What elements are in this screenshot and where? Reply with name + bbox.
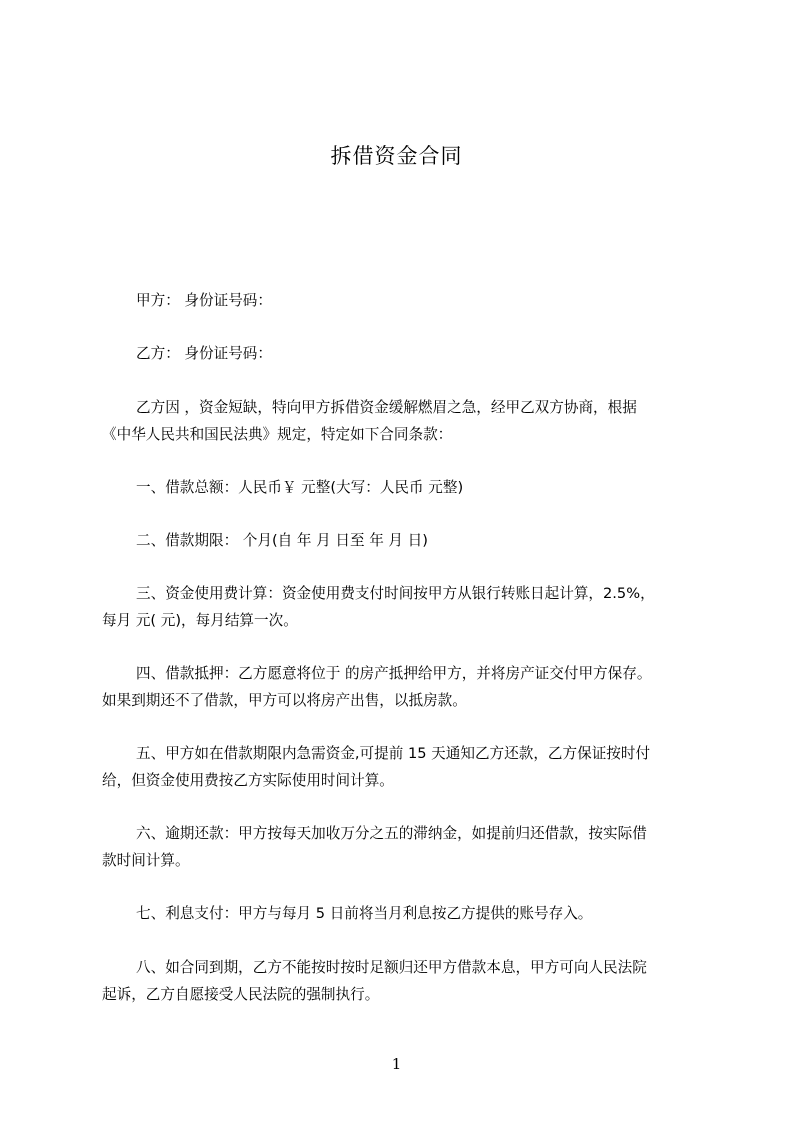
clause-4-line-1: 四、借款抵押：乙方愿意将位于 的房产抵押给甲方，并将房产证交付甲方保存。 [136,665,652,682]
clause-3-line-1: 三、资金使用费计算：资金使用费支付时间按甲方从银行转账日起计算，2.5%， [136,585,655,602]
clause-4-line-2: 如果到期还不了借款，甲方可以将房产出售，以抵房款。 [102,692,467,709]
clause-2: 二、借款期限： 个月(自 年 月 日至 年 月 日) [136,532,428,549]
clause-5-line-2: 给，但资金使用费按乙方实际使用时间计算。 [102,772,394,789]
preamble-line-1: 乙方因 ，资金短缺，特向甲方拆借资金缓解燃眉之急，经甲乙双方协商，根据 [136,399,637,416]
document-title: 拆借资金合同 [330,144,463,168]
clause-7: 七、利息支付：甲方与每月 5 日前将当月利息按乙方提供的账号存入。 [136,905,593,922]
clause-6-line-1: 六、逾期还款：甲方按每天加收万分之五的滞纳金，如提前归还借款，按实际借 [136,825,647,842]
clause-6-line-2: 款时间计算。 [102,852,190,869]
page-number: 1 [391,1055,402,1073]
clause-8-line-1: 八、如合同到期，乙方不能按时按时足额归还甲方借款本息，甲方可向人民法院 [136,959,647,976]
party-a-line: 甲方： 身份证号码： [136,292,272,309]
clause-8-line-2: 起诉，乙方自愿接受人民法院的强制执行。 [102,986,380,1003]
clause-5-line-1: 五、甲方如在借款期限内急需资金,可提前 15 天通知乙方还款，乙方保证按时付 [136,745,651,762]
party-b-line: 乙方： 身份证号码： [136,345,272,362]
preamble-line-2: 《中华人民共和国民法典》规定，特定如下合同条款： [102,426,453,443]
clause-3-line-2: 每月 元( 元)，每月结算一次。 [102,612,298,629]
clause-1: 一、借款总额：人民币￥ 元整(大写：人民币 元整) [136,479,464,496]
